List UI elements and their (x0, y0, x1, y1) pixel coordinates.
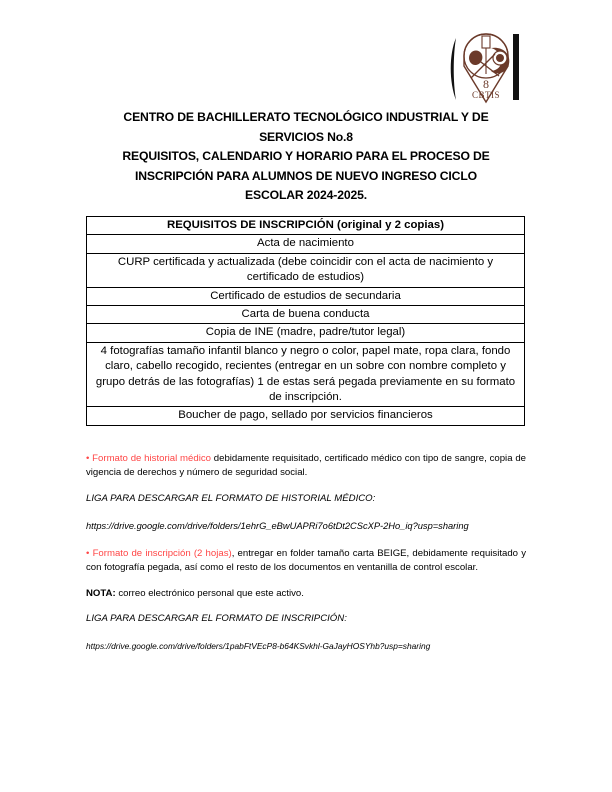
download-link-label-inscription: LIGA PARA DESCARGAR EL FORMATO DE INSCRIPCIÓN: (86, 613, 347, 625)
download-url-medical[interactable]: https://drive.google.com/drive/folders/1ehrG_eBwUAPRi7o6tDt2CScXP-2Ho_iq?usp=sharing (86, 520, 469, 531)
table-row (87, 306, 525, 324)
download-link-label-medical: LIGA PARA DESCARGAR EL FORMATO DE HISTORIAL MÉDICO: (86, 492, 376, 504)
table-cell-requirement: 4 fotografías tamaño infantil blanco y negro o color, papel mate, ropa clara, fondo claro, cabello recogido, recientes (entregar en un sobre con nombre completo y grupo detrás de las fotografías) 1 de estas será pegada previamente en su formato de inscripción. (87, 342, 525, 407)
table-row (87, 253, 525, 287)
title-line-2: SERVICIOS No.8 (259, 129, 353, 144)
table-cell-requirement: Certificado de estudios de secundaria (87, 287, 525, 305)
table-row (87, 407, 525, 425)
note-medical-highlight: Formato de historial médico (92, 453, 211, 464)
table-row (87, 324, 525, 342)
title-line-4: INSCRIPCIÓN PARA ALUMNOS DE NUEVO INGRESO CICLO (135, 168, 477, 183)
nota-text: correo electrónico personal que este activo. (115, 587, 304, 599)
table-row (87, 342, 525, 407)
cbtis-emblem-svg (447, 26, 523, 106)
note-nota (86, 587, 526, 601)
table-cell-requirement: Copia de INE (madre, padre/tutor legal) (87, 324, 525, 342)
note-item-medical (86, 452, 526, 481)
requirements-table (86, 216, 525, 426)
page-title (86, 108, 526, 206)
note-medical-text: debidamente requisitado, certificado médico con tipo de sangre, copia de vigencia de derechos y número de seguridad social. (86, 453, 527, 479)
bullet-glyph: • (86, 453, 90, 464)
table-header-row (87, 217, 525, 235)
table-cell-requirement: Boucher de pago, sellado por servicios financieros (87, 407, 525, 425)
table-row (87, 287, 525, 305)
table-header-cell: REQUISITOS DE INSCRIPCIÓN (original y 2 copias) (87, 217, 525, 235)
right-bar-icon (513, 34, 519, 100)
emblem-number: 8 (483, 77, 489, 91)
table-row (87, 235, 525, 253)
note-inscription-text: , entregar en folder tamaño carta BEIGE, debidamente requisitado y con fotografía pegada, así como el resto de los documentos en ventanilla de control escolar. (86, 547, 526, 574)
bullet-glyph: • (86, 547, 90, 559)
table-cell-requirement: Acta de nacimiento (87, 235, 525, 253)
note-item-inscription (86, 547, 526, 576)
emblem-tower-icon (482, 36, 490, 48)
nota-label: NOTA: (86, 587, 116, 599)
left-crescent-icon (451, 38, 456, 100)
notes-section (86, 452, 526, 667)
note-inscription-highlight: Formato de inscripción (2 hojas) (92, 547, 232, 559)
emblem-acronym: CBTIS (471, 90, 501, 100)
title-line-5: ESCOLAR 2024-2025. (245, 188, 367, 202)
cbtis-emblem-logo (447, 26, 523, 106)
table-cell-requirement: CURP certificada y actualizada (debe coincidir con el acta de nacimiento y certificado de estudios) (87, 253, 525, 287)
table-cell-requirement: Carta de buena conducta (87, 306, 525, 324)
title-line-3: REQUISITOS, CALENDARIO Y HORARIO PARA EL PROCESO DE (122, 149, 490, 163)
title-line-1: CENTRO DE BACHILLERATO TECNOLÓGICO INDUSTRIAL Y DE (123, 110, 489, 124)
download-url-inscription[interactable]: https://drive.google.com/drive/folders/1pabFtVEcP8-b64KSvkhl-GaJayHOSYhb?usp=sharing (86, 641, 431, 652)
emblem-inner-dot (496, 54, 504, 62)
